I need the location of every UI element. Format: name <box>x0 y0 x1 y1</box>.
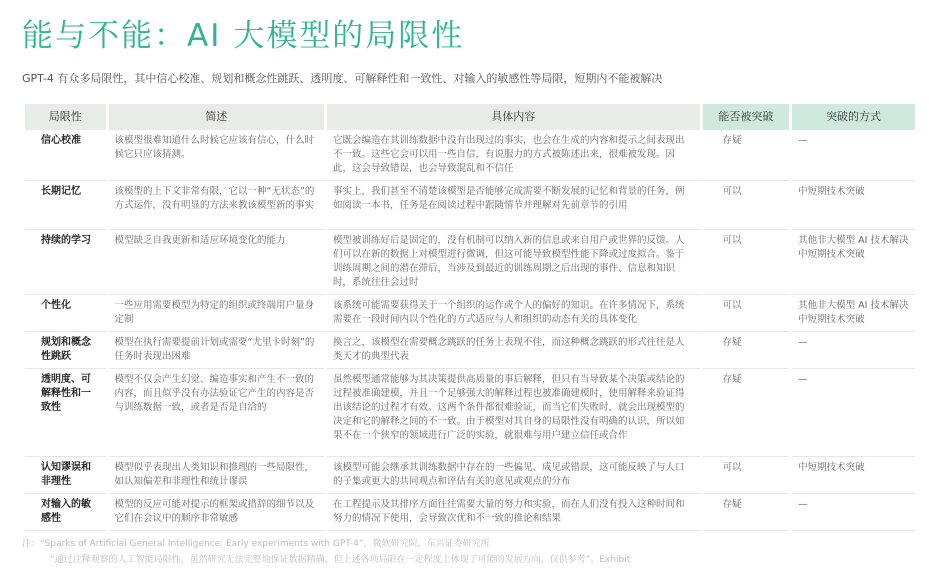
row-limitation: 信心校准 <box>25 130 106 181</box>
row-summary: 模型的反应可能对提示的框架或措辞的细节以及它们在会议中的顺序非常敏感 <box>109 494 324 531</box>
row-summary: 该模型很难知道什么时候它应该有信心，什么时候它只应该猜测。 <box>109 130 324 181</box>
row-breakable: 可以 <box>703 457 790 494</box>
table-row <box>25 494 915 531</box>
row-detail: 在工程提示及其排序方面往往需要大量的努力和实验，而在人们没有投入这种时间和努力的情况下使用，会导致次优和不一致的推论和结果 <box>327 494 700 531</box>
row-method: 其他非大模型 AI 技术解决中短期技术突破 <box>792 295 915 332</box>
table-row <box>25 181 915 230</box>
table-row <box>25 332 915 369</box>
row-limitation: 透明度、可解释性和一致性 <box>25 369 106 457</box>
row-breakable: 可以 <box>703 181 790 230</box>
row-detail: 虽然模型通常能够为其决策提供高质量的事后解释，但只有当导致某个决策或结论的过程被准确建模，并且一个足够强大的解释过程也被准确建模时，使用解释来验证得出该结论的过程才有效。这两个条件都很难验证，而当它们失败时，就会出现模型的决定和它的解释之间的不一致。由于模型对其自身的局限性没有明确的认识，所以如果不在一个狭窄的领域进行广泛的实验，就很难与用户建立信任或合作 <box>327 369 700 457</box>
table-row <box>25 457 915 494</box>
table-row <box>25 130 915 181</box>
row-breakable: 存疑 <box>703 369 790 457</box>
row-breakable: 可以 <box>703 230 790 295</box>
footnote <box>22 536 630 568</box>
row-summary: 一些应用需要模型为特定的组织或终端用户量身定制 <box>109 295 324 332</box>
row-limitation: 个性化 <box>25 295 106 332</box>
page-title: 能与不能：AI 大模型的局限性 <box>22 18 465 54</box>
row-limitation: 认知谬误和非理性 <box>25 457 106 494</box>
row-breakable: 存疑 <box>703 332 790 369</box>
row-detail: 事实上，我们甚至不清楚该模型是否能够完成需要不断发展的记忆和背景的任务，例如阅读一本书，任务是在阅读过程中跟随情节并理解对先前章节的引用 <box>327 181 700 230</box>
header-breakable: 能否被突破 <box>703 104 790 130</box>
footnote-line-2: “通过注释观察的人工智能局限性，虽然研究无法完整地保证数据精确，但上述各项局限在一定程度上体现了可能的发展方向，仅供参考”。Exhibit <box>50 555 631 565</box>
row-summary: 模型似乎表现出人类知识和推理的一些局限性，如认知偏差和非理性和统计谬误 <box>109 457 324 494</box>
row-method: — <box>792 130 915 181</box>
table-row <box>25 295 915 332</box>
header-method: 突破的方式 <box>792 104 915 130</box>
row-breakable: 存疑 <box>703 494 790 531</box>
row-method: — <box>792 494 915 531</box>
row-detail: 模型被训练好后是固定的，没有机制可以纳入新的信息或来自用户或世界的反馈。人们可以在新的数据上对模型进行微调，但这可能导致模型性能下降或过度拟合。鉴于训练周期之间的潜在滞后，当涉及到最近的训练周期之后出现的事件、信息和知识时，系统往往会过时 <box>327 230 700 295</box>
row-limitation: 规划和概念性跳跃 <box>25 332 106 369</box>
row-method: — <box>792 369 915 457</box>
row-limitation: 对输入的敏感性 <box>25 494 106 531</box>
row-detail: 该系统可能需要获得关于一个组织的运作或个人的偏好的知识。在许多情况下，系统需要在一段时间内以个性化的方式适应与人和组织的动态有关的具体变化 <box>327 295 700 332</box>
row-limitation: 持续的学习 <box>25 230 106 295</box>
table-row <box>25 230 915 295</box>
row-method: 中短期技术突破 <box>792 181 915 230</box>
page-subtitle: GPT-4 有众多局限性，其中信心校准、规划和概念性跳跃、透明度、可解释性和一致性、对输入的敏感性等局限，短期内不能被解决 <box>22 72 663 85</box>
row-summary: 模型缺乏自我更新和适应环境变化的能力 <box>109 230 324 295</box>
table-header-row <box>25 104 915 130</box>
row-summary: 模型不仅会产生幻觉、编造事实和产生不一致的内容，而且似乎没有办法验证它产生的内容是否与训练数据一致，或者是否是自洽的 <box>109 369 324 457</box>
row-summary: 模型在执行需要提前计划或需要“尤里卡时刻”的任务时表现出困难 <box>109 332 324 369</box>
footnote-line-1: 注：“Sparks of Artificial General Intelligence: Early experiments with GPT-4”，微软研究院，东兴证券研究所 <box>22 539 490 549</box>
row-breakable: 存疑 <box>703 130 790 181</box>
row-detail: 它既会编造在其训练数据中没有出现过的事实，也会在生成的内容和提示之间表现出不一致。这些它会可以用一些自信，有说服力的方式被陈述出来，很难被发现。因此，这会导致错误，也会导致混乱和不信任 <box>327 130 700 181</box>
row-method: 中短期技术突破 <box>792 457 915 494</box>
row-method: 其他非大模型 AI 技术解决中短期技术突破 <box>792 230 915 295</box>
row-detail: 换言之，该模型在需要概念跳跃的任务上表现不佳，而这种概念跳跃的形式往往是人类天才的典型代表 <box>327 332 700 369</box>
row-method: — <box>792 332 915 369</box>
row-limitation: 长期记忆 <box>25 181 106 230</box>
header-detail: 具体内容 <box>327 104 700 130</box>
row-breakable: 可以 <box>703 295 790 332</box>
limitations-table <box>22 104 918 531</box>
header-summary: 简述 <box>109 104 324 130</box>
row-detail: 该模型可能会继承其训练数据中存在的一些偏见、成见或错误，这可能反映了与人口的子集或更大的共同观点和评估有关的意见或观点的分布 <box>327 457 700 494</box>
row-summary: 该模型的上下文非常有限，它以一种“无状态”的方式运作，没有明显的方法来教该模型新的事实 <box>109 181 324 230</box>
header-limitation: 局限性 <box>25 104 106 130</box>
table-row <box>25 369 915 457</box>
